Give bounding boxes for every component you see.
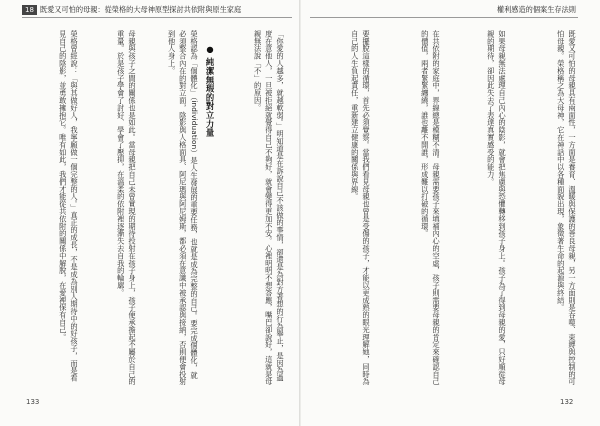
page-gutter xyxy=(299,0,301,426)
right-paragraph-1: 既愛又可怕的母親具有兩面性，一方面是養育、溫暖與保護的善良母親，另一方面則是吞噬、束縛與控制的可怕母親。榮格稱之為大母神，它在神話中以各種面貌出現，象徵著生命的起源與終結。 xyxy=(556,30,577,386)
chapter-number-tag: 18 xyxy=(22,5,37,15)
right-paragraph-2: 如果母親無法處理自己內心的陰影，就會把焦慮與恐懼轉移到孩子身上。孩子為了得到母親的愛，只好順從母親的期待，卻因此失去了表達真實感受的能力。 xyxy=(486,30,507,386)
right-paragraph-4: 要擺脫這樣的循環，首先必須覺察。當我們看見母親也曾是受傷的孩子，才能以更成熟的眼光理解她，同時為自己的人生負起責任，重新建立健康的關係與界線。 xyxy=(350,30,371,386)
left-paragraph-body-1: 榮格認為「個體化」（individuation）是人生發展的重要任務，也就是成為完整的自己。要完成個體化，就必須整合內在的對立面，陰影與人格面具、阿尼瑪與阿尼姆斯，都必須在意識中被承認與接納，否則便會投射到他人身上。 xyxy=(167,30,199,386)
section-title: ● 純潔無瑕的對立力量 xyxy=(205,44,215,138)
left-header-title: 既愛又可怕的母親：從榮格的大母神原型探討共依附與原生家庭 xyxy=(39,5,242,14)
left-paragraph-intro: 「你愛的人越多，就越軟弱。」明知道是在訴說自己不該做的事情，卻還是為對方著想的行為舉止，是因為過度在意他人，一旦被拒絕就覺得自己不夠好，就會變得更加不安。心裡明明不想答應，嘴巴卻說好，這就是母親無法說「不」的原因。 xyxy=(253,30,285,386)
left-paragraph-body-2: 母親與孩子之間的關係也是如此。當母親把自己未曾實現的期待投射在孩子身上，孩子便承擔起不屬於自己的重量。於是孩子學會了討好、學會了壓抑，在溫柔的依附裡逐漸失去自我的輪廓。 xyxy=(116,30,137,386)
left-paragraph-body-3: 榮格曾經說：「與其做好人，我寧願做一個完整的人。」真正的成長，不是成為別人期待中的好孩子，而是看見自己的陰影，並勇敢擁抱它。唯有如此，我們才能從共依附的關係中解脫，在愛裡保有自己。 xyxy=(58,30,79,382)
right-running-header: 權利感造的個案生存法則 xyxy=(496,5,576,14)
left-page-number: 133 xyxy=(26,398,40,406)
right-header-rule xyxy=(310,17,578,18)
left-running-header xyxy=(22,5,292,15)
left-header-rule xyxy=(22,17,292,18)
right-paragraph-3: 在共依附的家庭中，界線總是模糊不清。母親需要孩子來填補內心的空虛，孩子則需要母親的肯定來確認自己的價值，兩者緊緊纏繞，誰也離不開誰，形成難以打破的循環。 xyxy=(420,30,441,386)
right-page-number: 132 xyxy=(560,398,574,406)
